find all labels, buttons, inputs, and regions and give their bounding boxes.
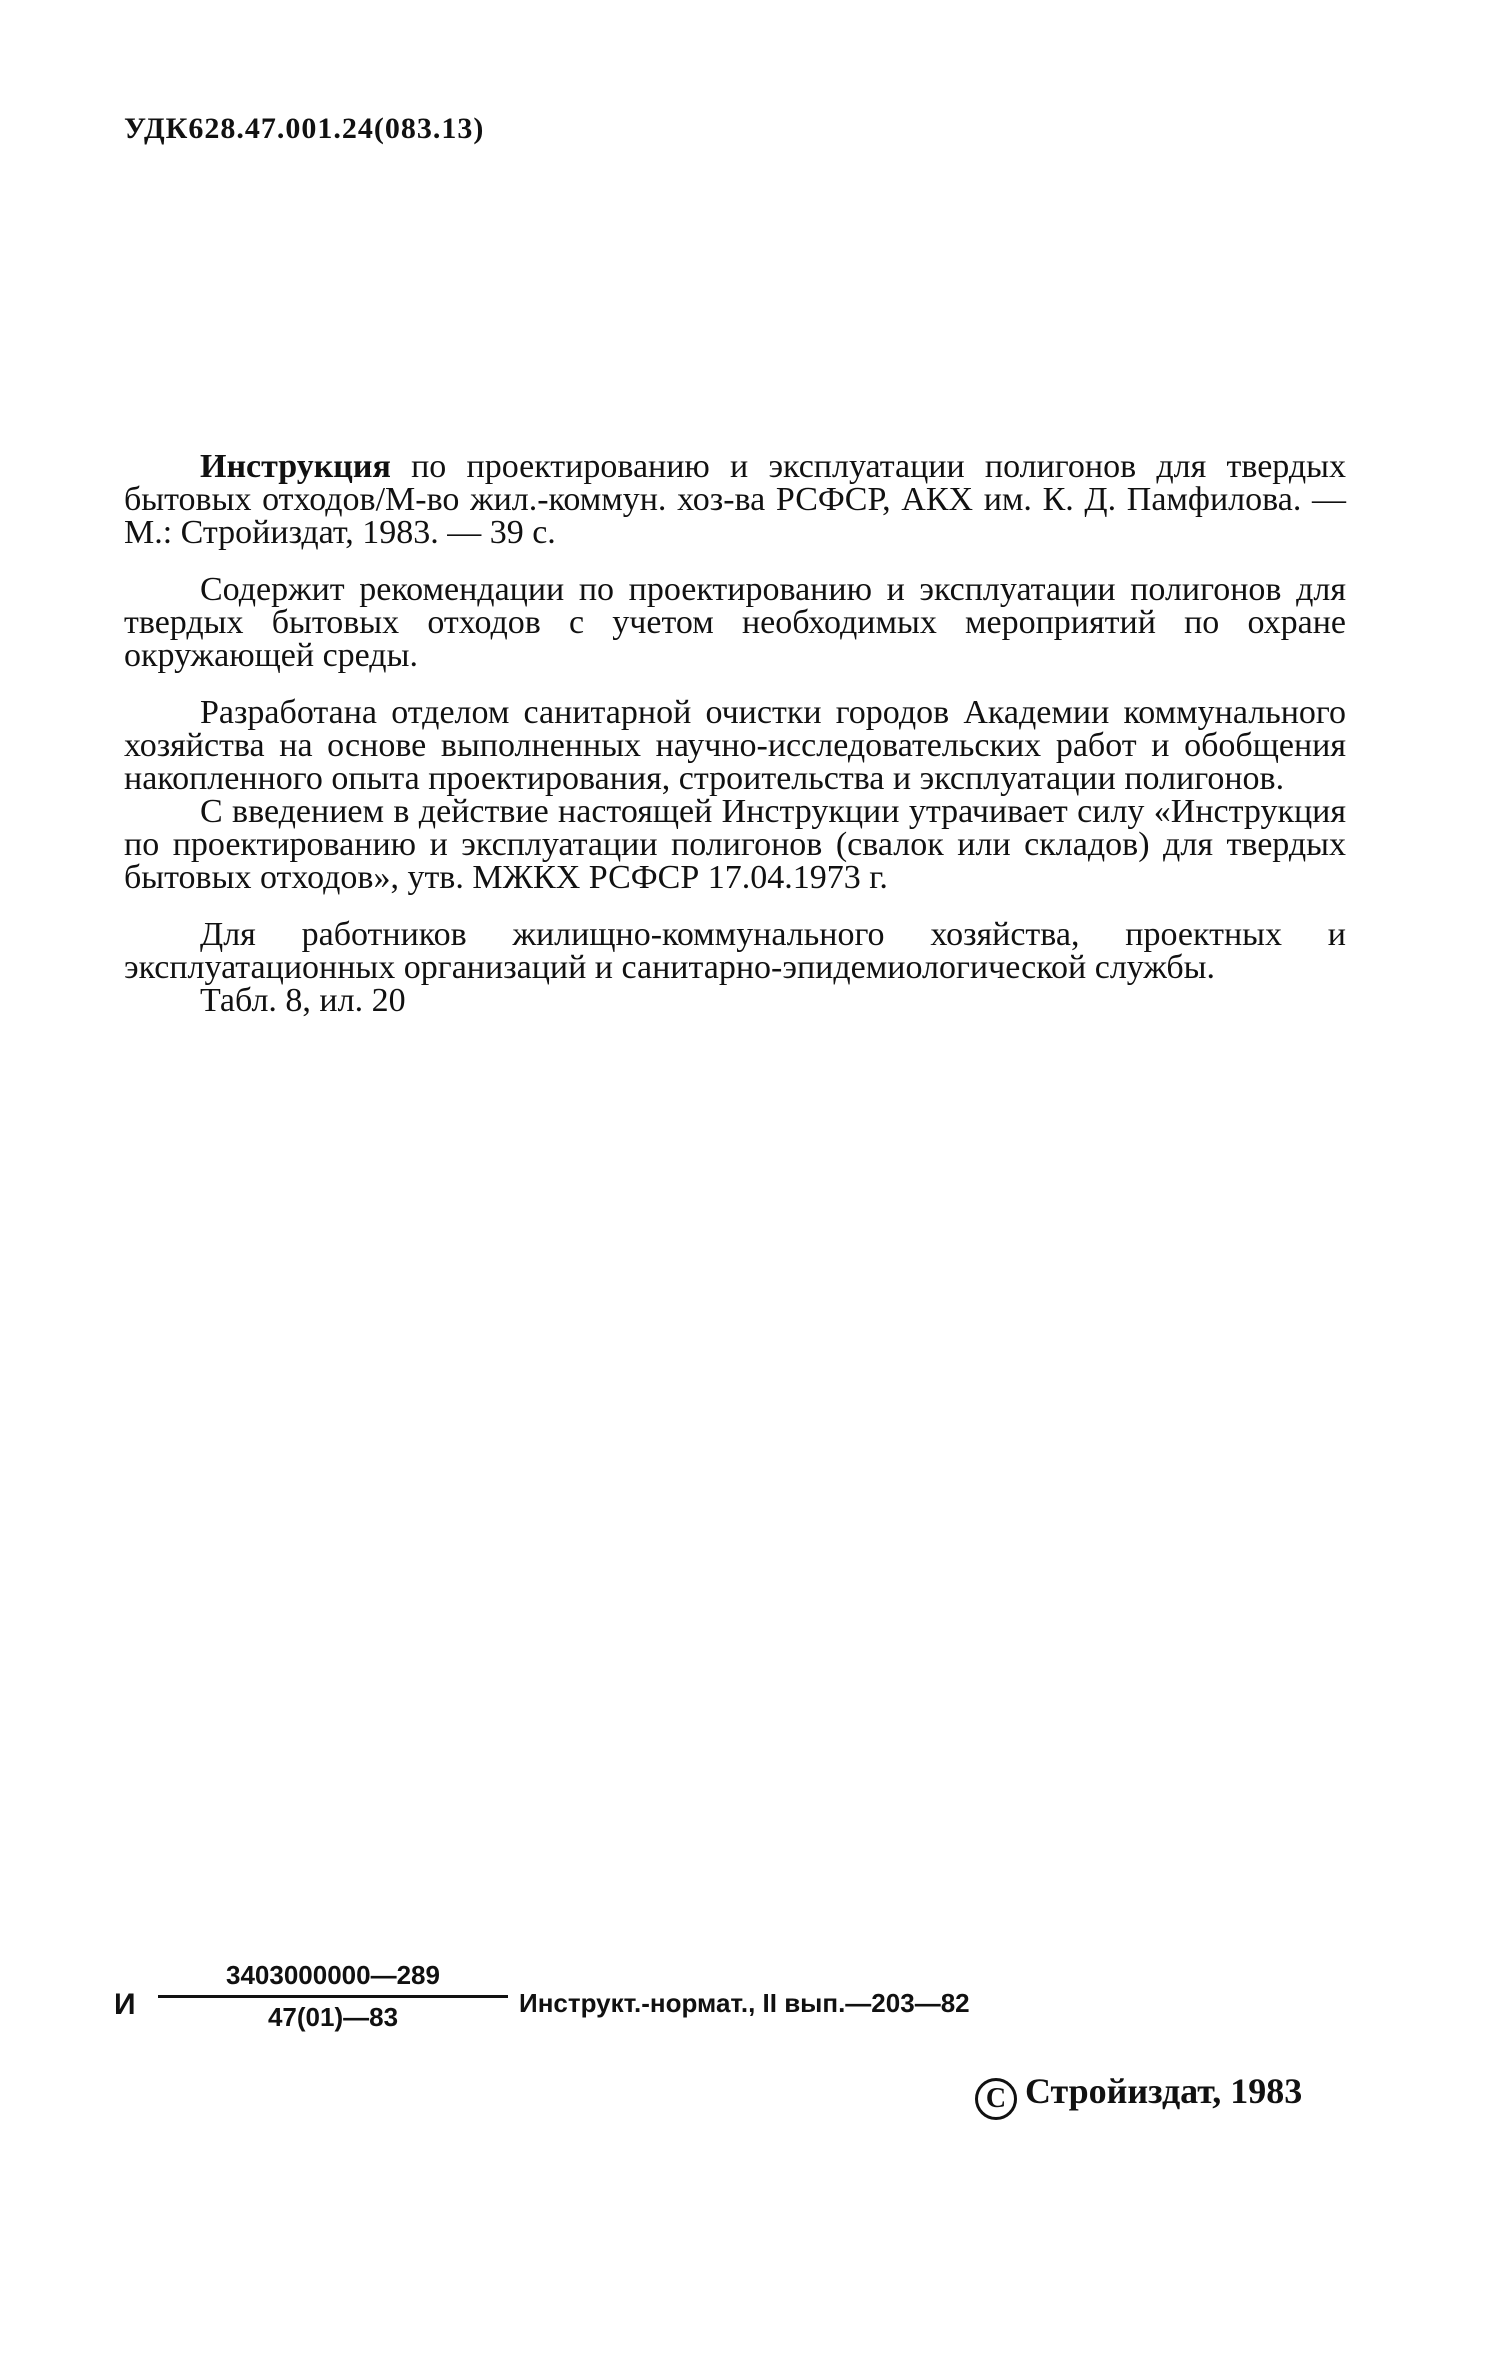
copyright-line xyxy=(975,2070,1302,2120)
developed-by-paragraph: Разработана отделом санитарной очистки городов Академии коммунального хозяйства на основе выполненных научно-исследовательских работ и обобщения накопленного опыта проектирования, строительства и эксплуатации полигонов. xyxy=(124,694,1346,797)
bibliographic-details: по проектированию и эксплуатации полигонов для твердых бытовых отходов/М-во жил.-коммун. хоз-ва РСФСР, АКХ им. К. Д. Памфилова. — М.: Стройиздат, 1983. — 39 с. xyxy=(124,448,1346,551)
tables-illustrations-count: Табл. 8, ил. 20 xyxy=(200,982,406,1019)
audience-paragraph: Для работников жилищно-коммунального хозяйства, проектных и эксплуатационных организаций и санитарно-эпидемиологической службы. xyxy=(124,916,1346,986)
copyright-text: Стройиздат, 1983 xyxy=(1025,2071,1303,2111)
contents-paragraph: Содержит рекомендации по проектированию и эксплуатации полигонов для твердых бытовых отходов с учетом необходимых мероприятий по охране окружающей среды. xyxy=(124,571,1346,674)
index-series: Инструкт.-нормат., II вып.—203—82 xyxy=(519,1988,970,2018)
bibliographic-title: Инструкция xyxy=(200,448,391,485)
bibliographic-entry xyxy=(124,450,1346,549)
index-letter: И xyxy=(114,1988,136,2021)
annotation-block xyxy=(124,450,1346,1017)
udk-code: УДК628.47.001.24(083.13) xyxy=(124,112,485,145)
copyright-icon: C xyxy=(975,2078,1017,2120)
index-denominator: 47(01)—83 xyxy=(267,2002,399,2032)
index-fraction xyxy=(158,1960,508,2033)
supersedes-paragraph: С введением в действие настоящей Инструкции утрачивает силу «Инструкция по проектированию и эксплуатации полигонов (свалок или складов) для твердых бытовых отходов», утв. МЖКХ РСФСР 17.04.1973 г. xyxy=(124,793,1346,896)
index-numerator: 3403000000—289 xyxy=(158,1960,508,1998)
